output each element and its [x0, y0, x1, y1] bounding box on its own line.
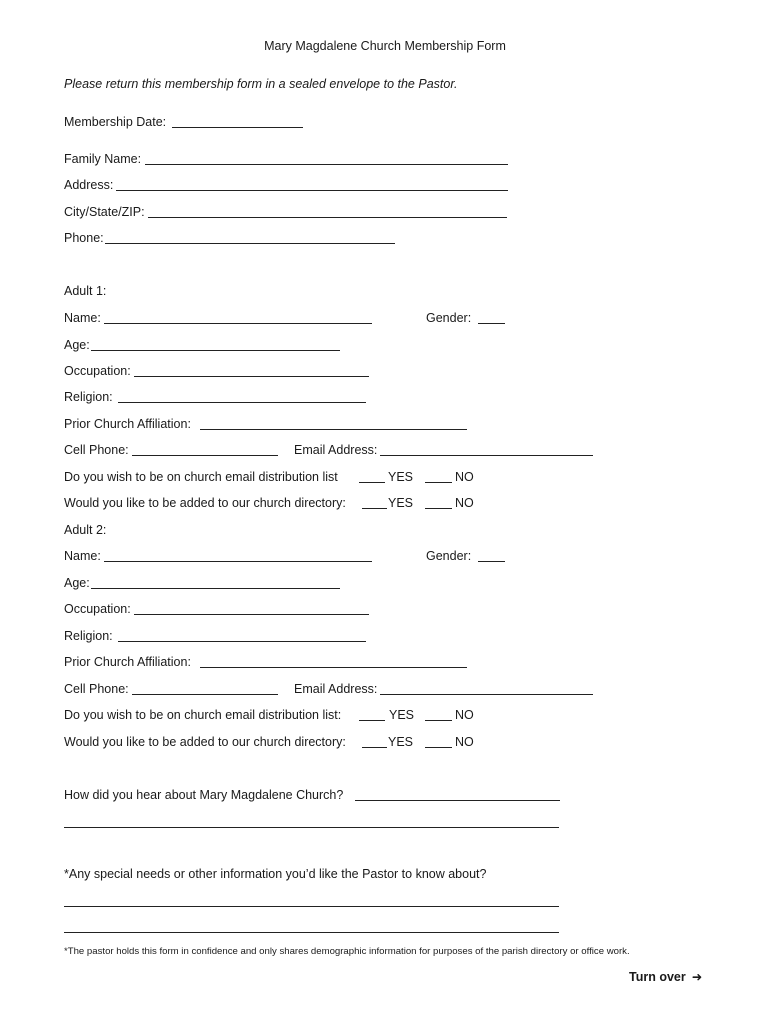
adult1-email-list-question: Do you wish to be on church email distribution list — [64, 470, 338, 484]
adult2-gender-field[interactable] — [478, 561, 505, 562]
adult2-prior-church-label: Prior Church Affiliation: — [64, 655, 191, 669]
adult2-email-list-no-field[interactable] — [425, 720, 452, 721]
adult2-email-list-yes-label: YES — [389, 708, 415, 722]
adult2-gender-label: Gender: — [426, 549, 472, 563]
adult2-directory-question: Would you like to be added to our church directory: — [64, 735, 346, 749]
adult1-directory-no-label: NO — [455, 496, 474, 510]
hear-about-question: How did you hear about Mary Magdalene Church? — [64, 788, 344, 802]
adult1-prior-church-label: Prior Church Affiliation: — [64, 417, 191, 431]
adult2-religion-label: Religion: — [64, 629, 113, 643]
adult2-occupation-field[interactable] — [134, 614, 369, 615]
page-title: Mary Magdalene Church Membership Form — [264, 39, 506, 53]
adult2-directory-yes-field[interactable] — [362, 747, 387, 748]
membership-date-label: Membership Date: — [64, 115, 167, 129]
adult2-heading: Adult 2: — [64, 523, 107, 537]
adult2-age-label: Age: — [64, 576, 90, 590]
special-needs-question: *Any special needs or other information you’d like the Pastor to know about? — [64, 867, 487, 881]
adult1-cell-phone-field[interactable] — [132, 455, 278, 456]
adult2-occupation-label: Occupation: — [64, 602, 131, 616]
phone-field[interactable] — [105, 243, 395, 244]
hear-about-field[interactable] — [355, 800, 560, 801]
special-needs-field-line1[interactable] — [64, 906, 559, 907]
adult2-religion-field[interactable] — [118, 641, 366, 642]
adult1-occupation-field[interactable] — [134, 376, 369, 377]
adult1-directory-yes-field[interactable] — [362, 508, 387, 509]
adult2-name-label: Name: — [64, 549, 101, 563]
adult1-gender-field[interactable] — [478, 323, 505, 324]
adult1-prior-church-field[interactable] — [200, 429, 467, 430]
adult1-name-field[interactable] — [104, 323, 372, 324]
adult2-directory-yes-label: YES — [388, 735, 414, 749]
address-label: Address: — [64, 178, 114, 192]
adult2-cell-phone-label: Cell Phone: — [64, 682, 129, 696]
adult1-age-label: Age: — [64, 338, 90, 352]
adult2-email-list-yes-field[interactable] — [359, 720, 385, 721]
adult2-directory-no-field[interactable] — [425, 747, 452, 748]
membership-date-field[interactable] — [172, 127, 303, 128]
adult1-directory-no-field[interactable] — [425, 508, 452, 509]
adult1-email-list-no-label: NO — [455, 470, 474, 484]
address-field[interactable] — [116, 190, 508, 191]
adult1-email-list-yes-field[interactable] — [359, 482, 385, 483]
turn-over-label — [629, 969, 702, 984]
adult1-directory-yes-label: YES — [388, 496, 414, 510]
family-name-label: Family Name: — [64, 152, 142, 166]
adult1-email-list-yes-label: YES — [388, 470, 414, 484]
adult2-email-field[interactable] — [380, 694, 593, 695]
city-state-zip-field[interactable] — [148, 217, 507, 218]
right-arrow-icon: ➜ — [691, 970, 703, 984]
family-name-field[interactable] — [145, 164, 508, 165]
adult1-gender-label: Gender: — [426, 311, 472, 325]
adult1-occupation-label: Occupation: — [64, 364, 131, 378]
adult2-name-field[interactable] — [104, 561, 372, 562]
city-state-zip-label: City/State/ZIP: — [64, 205, 145, 219]
adult2-age-field[interactable] — [91, 588, 340, 589]
hear-about-field-line2[interactable] — [64, 827, 559, 828]
footnote: *The pastor holds this form in confidence and only shares demographic information for purposes of the parish directory or office work. — [64, 946, 630, 957]
adult1-directory-question: Would you like to be added to our church directory: — [64, 496, 346, 510]
adult1-name-label: Name: — [64, 311, 101, 325]
adult1-cell-phone-label: Cell Phone: — [64, 443, 129, 457]
adult2-email-list-no-label: NO — [455, 708, 474, 722]
adult1-age-field[interactable] — [91, 350, 340, 351]
adult2-email-label: Email Address: — [294, 682, 378, 696]
adult2-email-list-question: Do you wish to be on church email distribution list: — [64, 708, 342, 722]
phone-label: Phone: — [64, 231, 104, 245]
instruction-text: Please return this membership form in a sealed envelope to the Pastor. — [64, 77, 458, 91]
adult1-religion-label: Religion: — [64, 390, 113, 404]
adult1-email-label: Email Address: — [294, 443, 378, 457]
adult2-directory-no-label: NO — [455, 735, 474, 749]
adult1-heading: Adult 1: — [64, 284, 107, 298]
adult1-religion-field[interactable] — [118, 402, 366, 403]
turn-over-text: Turn over — [629, 970, 686, 984]
adult2-prior-church-field[interactable] — [200, 667, 467, 668]
adult2-cell-phone-field[interactable] — [132, 694, 278, 695]
special-needs-field-line2[interactable] — [64, 932, 559, 933]
adult1-email-field[interactable] — [380, 455, 593, 456]
adult1-email-list-no-field[interactable] — [425, 482, 452, 483]
